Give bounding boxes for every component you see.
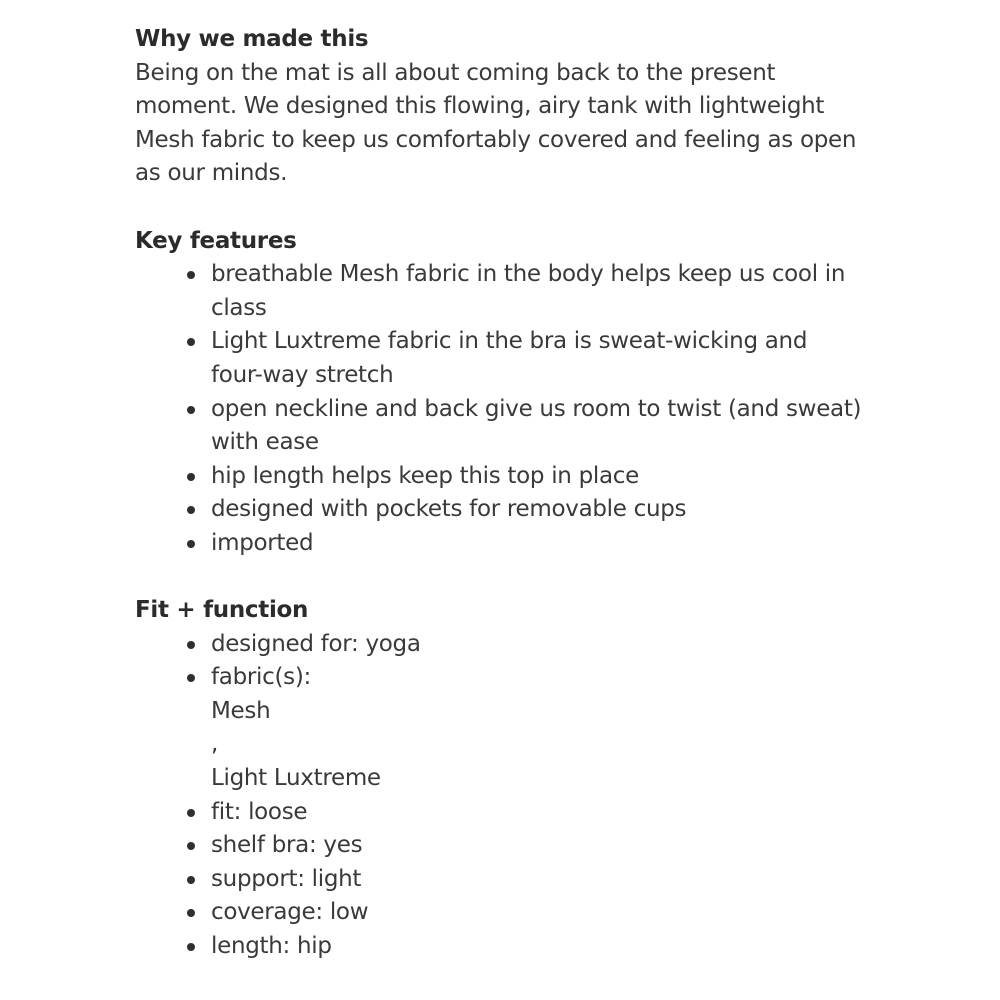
list-item: designed with pockets for removable cups — [135, 493, 865, 527]
section-spacer — [135, 191, 865, 225]
fabric-name: Mesh — [211, 697, 271, 724]
product-details — [135, 23, 865, 964]
list-item: designed for: yoga — [135, 628, 865, 662]
list-item: coverage: low — [135, 896, 865, 930]
list-item: Light Luxtreme fabric in the bra is sweat-wicking and four-way stretch — [135, 325, 865, 392]
list-item: open neckline and back give us room to twist (and sweat) with ease — [135, 393, 865, 460]
fabric-name: Light Luxtreme — [211, 765, 381, 792]
why-we-made-this-text: Being on the mat is all about coming back to the present moment. We designed this flowing, airy tank with lightweight Mesh fabric to keep us comfortably covered and feeling as open as our minds. — [135, 59, 857, 187]
list-item: imported — [135, 527, 865, 561]
list-item: breathable Mesh fabric in the body helps keep us cool in class — [135, 258, 865, 325]
list-item: hip length helps keep this top in place — [135, 460, 865, 494]
fit-function-list — [135, 628, 865, 964]
list-item: fit: loose — [135, 796, 865, 830]
why-we-made-this-heading: Why we made this — [135, 26, 369, 52]
key-features-heading: Key features — [135, 227, 297, 254]
list-item: support: light — [135, 863, 865, 897]
list-item: shelf bra: yes — [135, 829, 865, 863]
key-features-list — [135, 258, 865, 560]
fabrics-label: fabric(s): — [211, 664, 311, 691]
fabrics-list-item — [135, 661, 865, 795]
fit-function-heading: Fit + function — [135, 597, 309, 624]
section-spacer — [135, 561, 865, 595]
fabric-separator: , — [211, 731, 219, 758]
list-item: length: hip — [135, 930, 865, 964]
